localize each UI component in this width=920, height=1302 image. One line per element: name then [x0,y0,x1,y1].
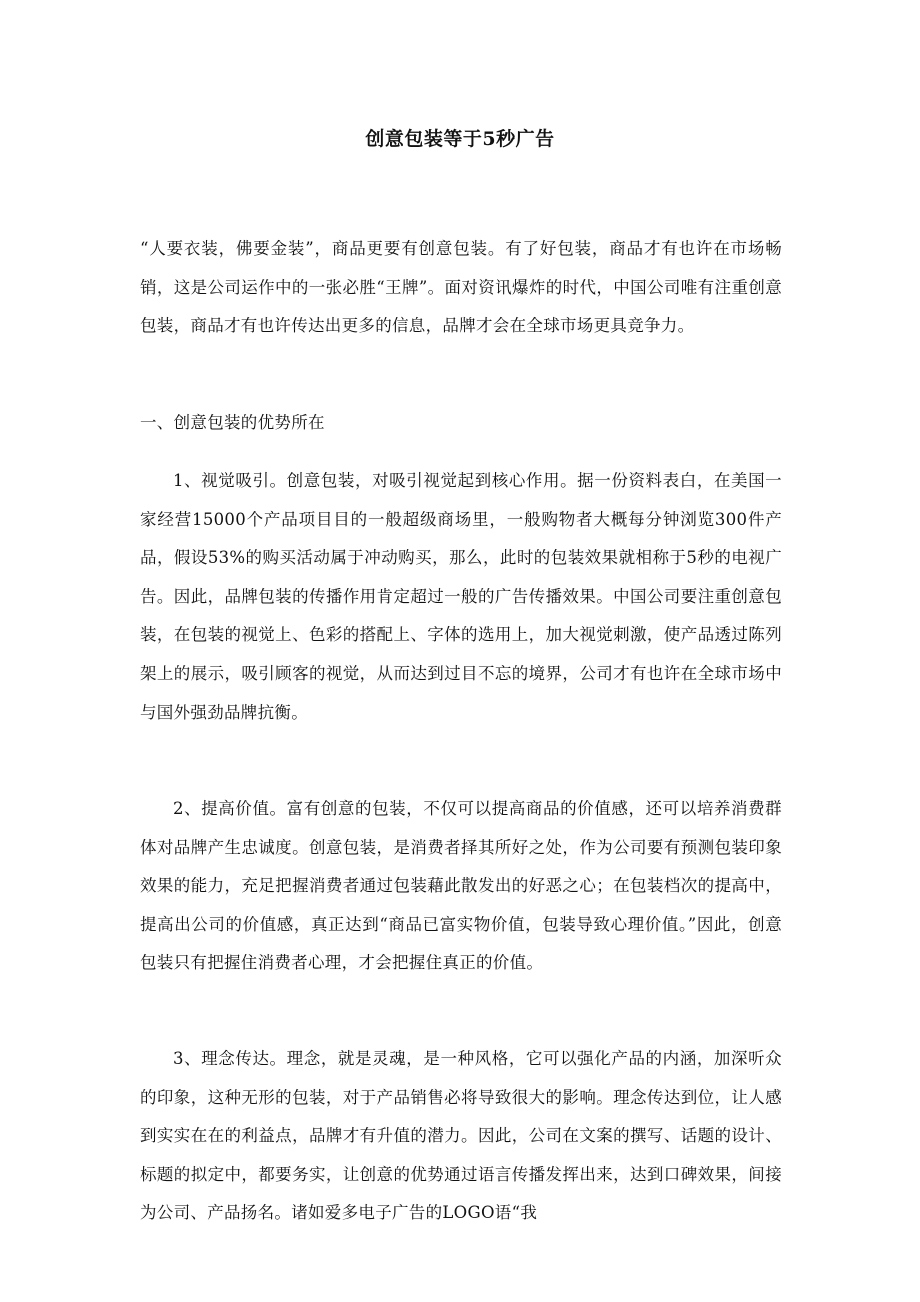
document-title: 创意包装等于5秒广告 [365,128,555,150]
paragraph-value: 2、提高价值。富有创意的包装，不仅可以提高商品的价值感，还可以培养消费群体对品牌产生忠诚度。创意包装，是消费者择其所好之处，作为公司要有预测包装印象效果的能力，充足把握消费者通过包装藉此散发出的好恶之心；在包装档次的提高中，提高出公司的价值感，真正达到“商品已富实物价值，包装导致心理价值。”因此，创意包装只有把握住消费者心理，才会把握住真正的价值。 [140,799,782,973]
paragraph-concept: 3、理念传达。理念，就是灵魂，是一种风格，它可以强化产品的内涵，加深听众的印象，这种无形的包装，对于产品销售必将导致很大的影响。理念传达到位，让人感到实实在在的利益点，品牌才有升值的潜力。因此，公司在文案的撰写、话题的设计、标题的拟定中，都要务实，让创意的优势通过语言传播发挥出来，达到口碑效果，间接为公司、产品扬名。诸如爱多电子广告的LOGO语“我 [140,1049,782,1223]
paragraph-visual-appeal: 1、视觉吸引。创意包装，对吸引视觉起到核心作用。据一份资料表白，在美国一家经营15000个产品项目目的一般超级商场里，一般购物者大概每分钟浏览300件产品，假设53%的购买活动属于冲动购买，那么，此时的包装效果就相称于5秒的电视广告。因此，品牌包装的传播作用肯定超过一般的广告传播效果。中国公司要注重创意包装，在包装的视觉上、色彩的搭配上、字体的选用上，加大视觉刺激，使产品透过陈列架上的展示，吸引顾客的视觉，从而达到过目不忘的境界，公司才有也许在全球市场中与国外强劲品牌抗衡。 [140,471,782,722]
intro-paragraph: “人要衣装，佛要金装”，商品更要有创意包装。有了好包装，商品才有也许在市场畅销，这是公司运作中的一张必胜“王牌”。面对资讯爆炸的时代，中国公司唯有注重创意包装，商品才有也许传达出更多的信息，品牌才会在全球市场更具竞争力。 [140,239,782,336]
section-heading: 一、创意包装的优势所在 [140,413,325,432]
